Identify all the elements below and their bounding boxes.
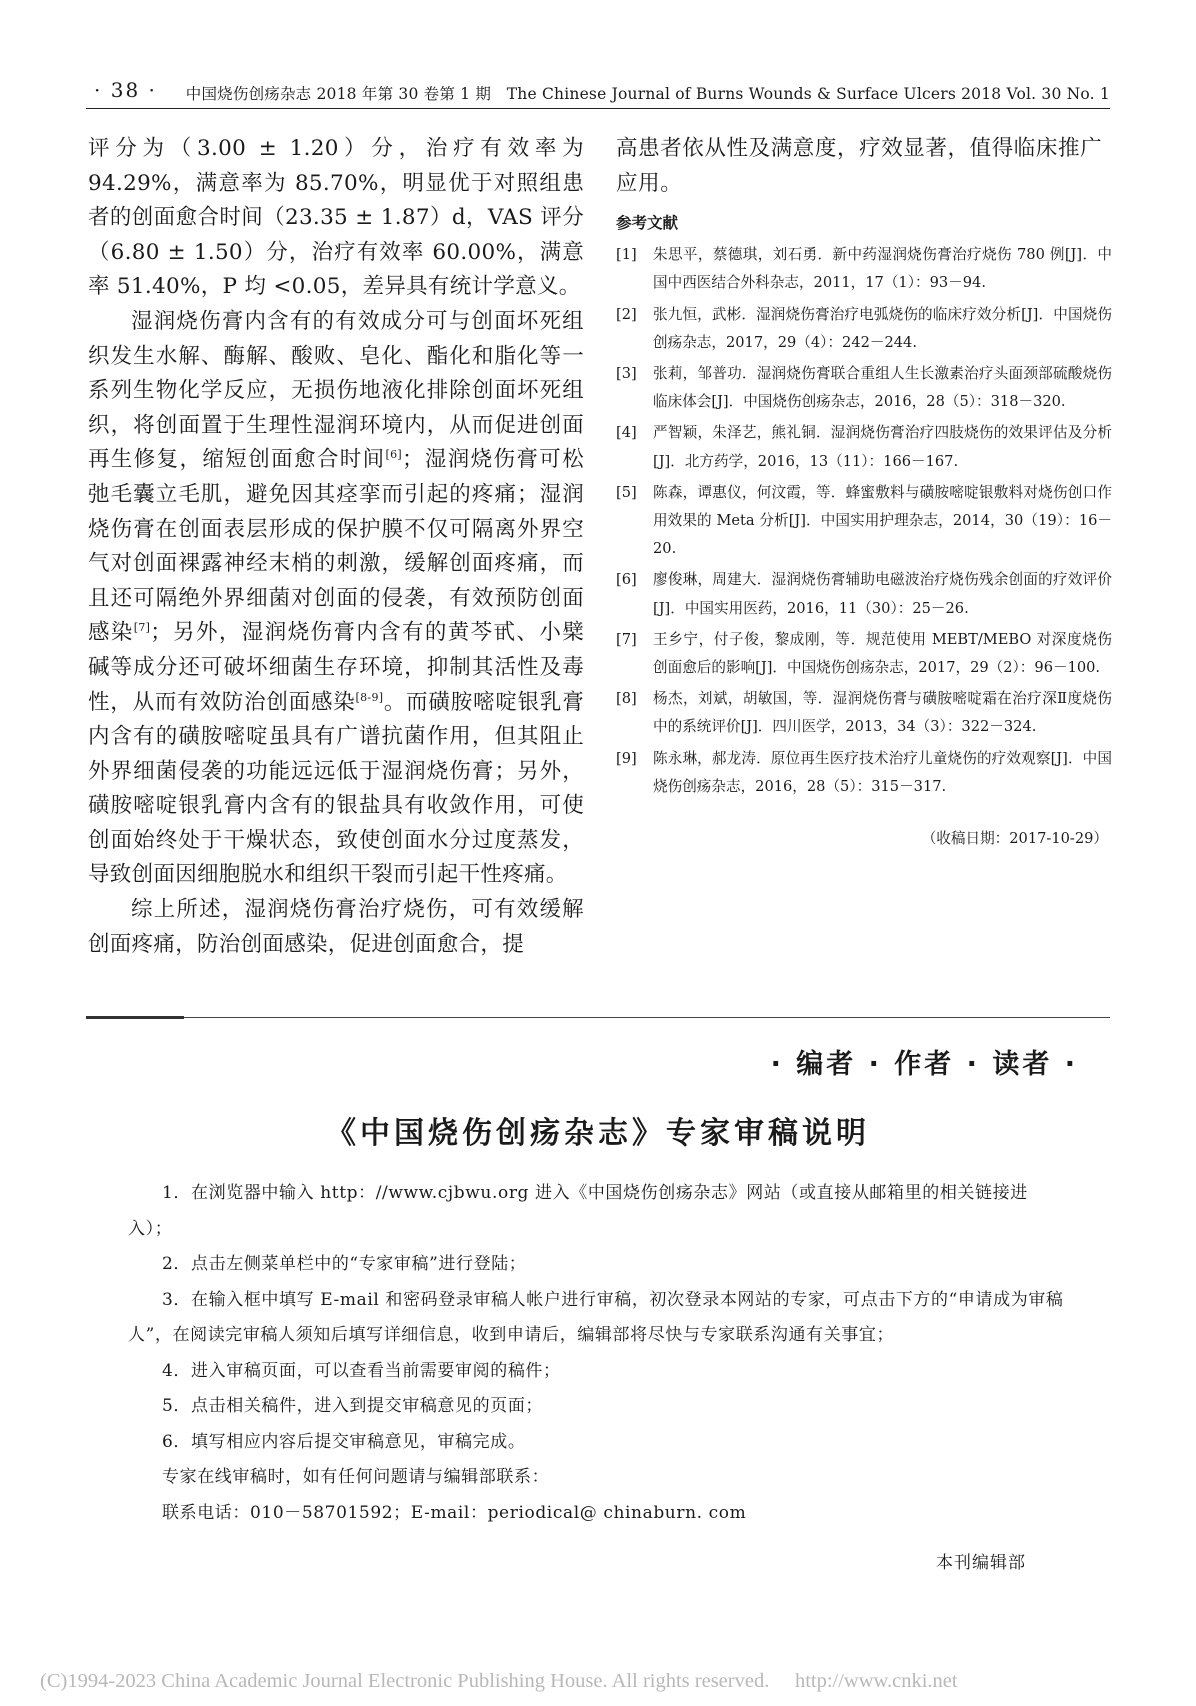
page-number: · 38 ·: [94, 78, 157, 102]
reference-item: [616, 685, 1112, 741]
notice-step-3: 3．在输入框中填写 E-mail 和密码登录审稿人帐户进行审稿，初次登录本网站的专家，可点击下方的“申请成为审稿人”，在阅读完审稿人须知后填写详细信息，收到申请后，编辑部将尽快与专家联系沟通有关事宜；: [128, 1289, 1064, 1345]
reference-number: [7]: [616, 630, 637, 648]
reference-item: [616, 479, 1112, 564]
editorial-signature: 本刊编辑部: [936, 1553, 1026, 1573]
left-column: [88, 132, 584, 962]
reference-list: [616, 241, 1112, 801]
reference-number: [2]: [616, 305, 637, 323]
citation-7[interactable]: [7]: [133, 621, 151, 635]
reference-text: 杨杰，刘斌，胡敏国，等．湿润烧伤膏与磺胺嘧啶霜在治疗深Ⅱ度烧伤中的系统评价[J]．四川医学，2013，34（3）：322－324.: [653, 690, 1112, 736]
reference-text: 张莉，邹普功．湿润烧伤膏联合重组人生长激素治疗头面颈部硫酸烧伤临床体会[J]．中国烧伤创疡杂志，2016，28（5）：318－320.: [653, 365, 1112, 411]
right-column: [616, 132, 1112, 848]
reference-number: [8]: [616, 690, 637, 708]
received-date: （收稿日期：2017-10-29）: [921, 830, 1108, 848]
references-heading: 参考文献: [616, 214, 679, 233]
reference-number: [1]: [616, 246, 637, 264]
reference-item: [616, 419, 1112, 475]
reference-text: 廖俊琳，周建大．湿润烧伤膏辅助电磁波治疗烧伤残余创面的疗效评价[J]．中国实用医药，2016，11（30）：25－26.: [653, 571, 1112, 617]
page-header: [86, 78, 1110, 109]
body-paragraph-results: 评分为（3.00 ± 1.20）分，治疗有效率为 94.29%，满意率为 85.70%，明显优于对照组患者的创面愈合时间（23.35 ± 1.87）d，VAS 评分（6.80 ± 1.50）分，治疗有效率 60.00%，满意率 51.40%，P 均 <0.05，差异具有统计学意义。: [88, 136, 584, 300]
discussion-text-c: ；另外，湿润烧伤膏内含有的黄芩甙、小檗碱等成分还可破坏细菌生存环境，抑制其活性及毒性，从而有效防治创面感染: [88, 620, 585, 715]
reference-item: [616, 745, 1112, 801]
body-paragraph-discussion: [88, 305, 584, 893]
section-divider-accent: [86, 1016, 184, 1019]
notice-step-2: 2．点击左侧菜单栏中的“专家审稿”进行登陆；: [162, 1254, 527, 1274]
reference-number: [6]: [616, 571, 637, 589]
reference-item: [616, 301, 1112, 357]
section-tag: · 编者 · 作者 · 读者 ·: [770, 1049, 1078, 1080]
notice-step-1: 1．在浏览器中输入 http：//www.cjbwu.org 进入《中国烧伤创疡杂志》网站（或直接从邮箱里的相关链接进入）；: [128, 1183, 1028, 1239]
discussion-text-d: 。而磺胺嘧啶银乳膏内含有的磺胺嘧啶虽具有广谱抗菌作用，但其阻止外界细菌侵袭的功能远远低于湿润烧伤膏；另外，磺胺嘧啶银乳膏内含有的银盐具有收敛作用，可使创面始终处于干燥状态，致使创面水分过度蒸发，导致创面因细胞脱水和组织干裂而引起干性疼痛。: [88, 689, 584, 888]
reference-text: 朱思平，蔡德琪，刘石勇．新中药湿润烧伤膏治疗烧伤 780 例[J]．中国中西医结合外科杂志，2011，17（1）：93－94.: [653, 246, 1112, 292]
reference-number: [5]: [616, 483, 637, 501]
reference-number: [3]: [616, 365, 637, 382]
copyright-footer: (C)1994-2023 China Academic Journal Electronic Publishing House. All rights reserved. http://www.cnki.net: [40, 1670, 958, 1692]
section-divider: [86, 1017, 1110, 1018]
notice-body: [128, 1176, 1072, 1531]
reference-number: [4]: [616, 424, 637, 442]
discussion-text-b: ；湿润烧伤膏可松弛毛囊立毛肌，避免因其痉挛而引起的疼痛；湿润烧伤膏在创面表层形成的保护膜不仅可隔离外界空气对创面裸露神经末梢的刺激，缓解创面疼痛，而且还可隔绝外界细菌对创面的侵袭，有效预防创面感染: [88, 447, 584, 646]
body-paragraph-conclusion: 综上所述，湿润烧伤膏治疗烧伤，可有效缓解创面疼痛，防治创面感染，促进创面愈合，提: [88, 897, 584, 957]
reference-item: [616, 566, 1112, 622]
citation-6[interactable]: [6]: [385, 448, 402, 462]
contact-line: 联系电话：010－58701592；E-mail：periodical@ chinaburn. com: [162, 1502, 747, 1523]
reference-item: [616, 241, 1112, 297]
notice-step-6: 6．填写相应内容后提交审稿意见，审稿完成。: [162, 1431, 526, 1452]
running-head: 中国烧伤创疡杂志 2018 年第 30 卷第 1 期 The Chinese Journal of Burns Wounds & Surface Ulcers 2018 Vol. 30 No. 1: [185, 85, 1110, 103]
conclusion-continuation: 高患者依从性及满意度，疗效显著，值得临床推广应用。: [616, 136, 1103, 196]
reference-text: 陈森，谭惠仪，何汶霞，等．蜂蜜敷料与磺胺嘧啶银敷料对烧伤创口作用效果的 Meta 分析[J]．中国实用护理杂志，2014，30（19）：16－20.: [653, 483, 1112, 558]
reference-item: [616, 626, 1112, 682]
reference-number: [9]: [616, 749, 637, 767]
reference-text: 王乡宁，付子俊，黎成刚，等．规范使用 MEBT/MEBO 对深度烧伤创面愈后的影响[J]．中国烧伤创疡杂志，2017，29（2）：96－100.: [653, 630, 1112, 677]
reference-text: 陈永琳，郝龙涛．原位再生医疗技术治疗儿童烧伤的疗效观察[J]．中国烧伤创疡杂志，2016，28（5）：315－317.: [653, 749, 1112, 795]
notice-title: 《中国烧伤创疡杂志》专家审稿说明: [326, 1116, 870, 1151]
notice-step-4: 4．进入审稿页面，可以查看当前需要审阅的稿件；: [162, 1360, 561, 1381]
contact-intro: 专家在线审稿时，如有任何问题请与编辑部联系：: [162, 1467, 550, 1487]
citation-8-9[interactable]: [8-9]: [355, 690, 384, 704]
reference-item: [616, 360, 1112, 416]
notice-step-5: 5．点击相关稿件，进入到提交审稿意见的页面；: [162, 1396, 544, 1416]
reference-text: 张九恒，武彬．湿润烧伤膏治疗电弧烧伤的临床疗效分析[J]．中国烧伤创疡杂志，2017，29（4）：242－244.: [653, 305, 1112, 351]
discussion-text-a: 湿润烧伤膏内含有的有效成分可与创面坏死组织发生水解、酶解、酸败、皂化、酯化和脂化等一系列生物化学反应，无损伤地液化排除创面坏死组织，将创面置于生理性湿润环境内，从而促进创面再生修复，缩短创面愈合时间: [88, 308, 584, 473]
reference-text: 严智颖，朱泽艺，熊礼铜．湿润烧伤膏治疗四肢烧伤的效果评估及分析[J]．北方药学，2016，13（11）：166－167.: [653, 424, 1112, 470]
